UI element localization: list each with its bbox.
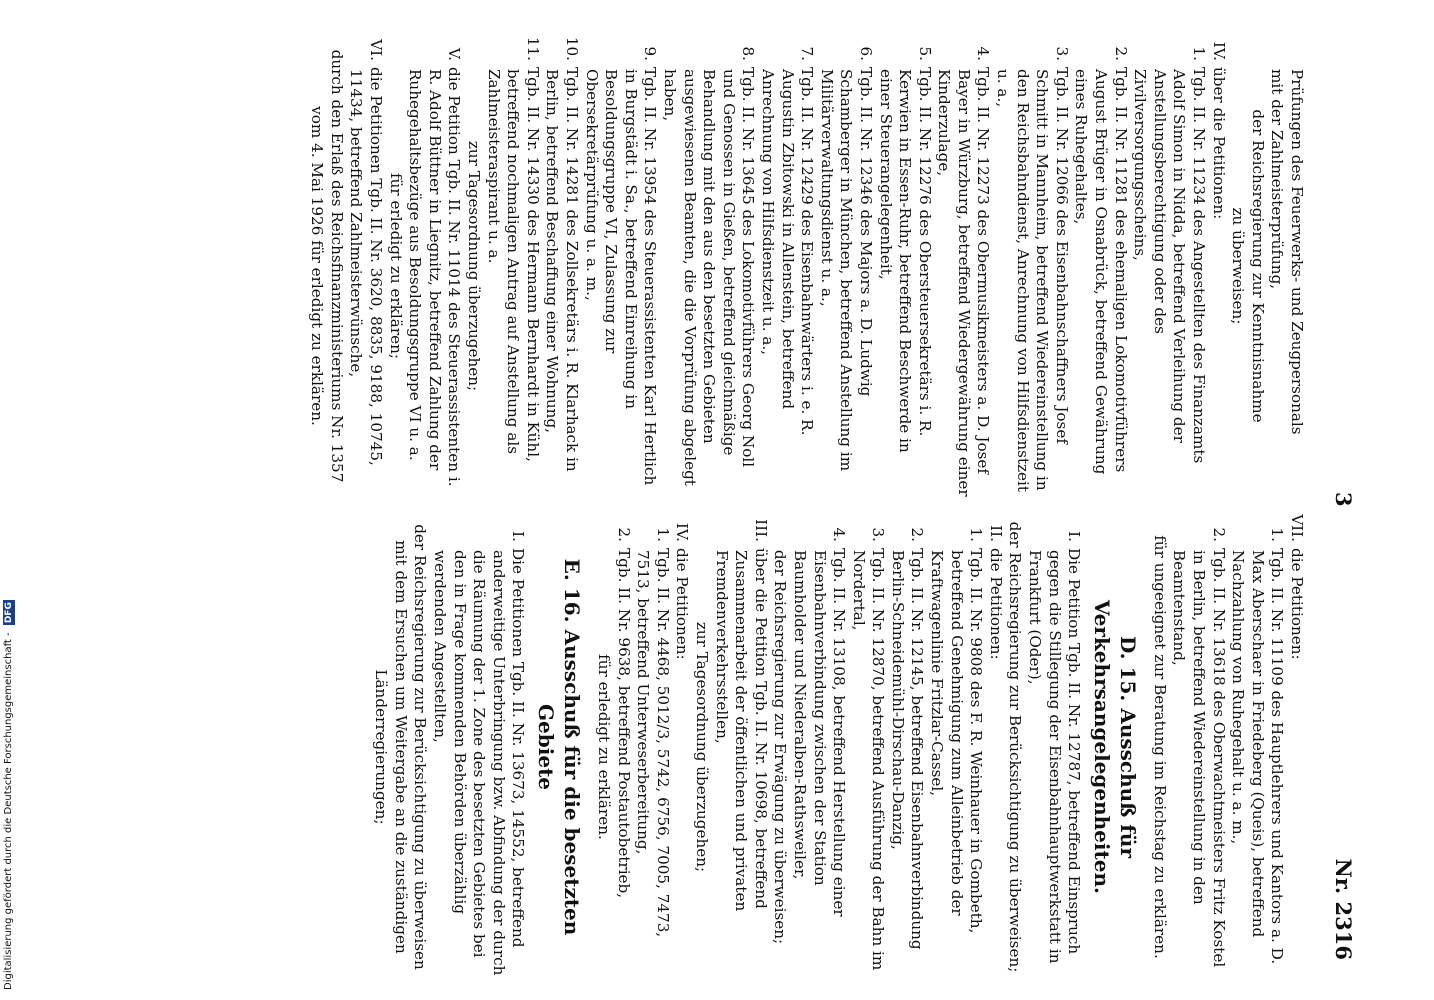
item-number: 9. — [641, 46, 660, 61]
petition-item — [875, 35, 934, 497]
left-column — [307, 35, 1306, 497]
item-number: 3. — [1052, 46, 1071, 61]
item-text: Tgb. II. Nr. 13618 des Oberwachtmeisters Fritz Kostel in Berlin, betreffend Wiedereinstellung in den Beamtenstand, — [1170, 548, 1228, 968]
item-text: Tgb. II. Nr. 12276 des Obersteuersekretärs i. R. Kerwien in Essen-Ruhr, betreffend Beschwerde in einer Steuerangelegenheit, — [876, 67, 934, 453]
petition-item — [659, 35, 757, 497]
item-number: 11. — [523, 36, 542, 61]
petition-item — [789, 516, 848, 978]
resolution-text: der Reichsregierung zur Erwägung zu überweisen; — [771, 549, 790, 945]
item-number: I. — [509, 531, 528, 542]
petition-item — [887, 516, 926, 978]
right-column — [371, 516, 1306, 978]
petition-item — [542, 35, 581, 497]
petition-item — [633, 516, 672, 978]
item-number: 2. — [1209, 527, 1228, 542]
section-heading: D. 15. Ausschuß für Verkehrsangelegenheiten. — [1090, 600, 1141, 894]
petition-item — [993, 35, 1071, 497]
item-text: Tgb. II. Nr. 13954 des Steuerassistenten Karl Hertlich in Burgstädt i. Sa., betreffend Einreihung in Besoldungsgruppe VI, Zulassung zur Obersekretärprüfung u. a. m., — [582, 67, 660, 486]
petition-item — [757, 35, 816, 497]
item-text: über die Petitionen: — [1209, 67, 1228, 220]
section-item — [1024, 516, 1083, 978]
item-number: V. — [445, 47, 464, 61]
resolution-text: zu überweisen; — [1229, 207, 1248, 325]
item-number: 4. — [974, 46, 993, 61]
section-heading: E. 16. Ausschuß für die besetzten Gebiete — [534, 558, 585, 936]
item-number: IV. — [1209, 41, 1228, 61]
resolution-text: für erledigt zu erklären; — [386, 173, 405, 359]
resolution-text: der Reichsregierung zur Berücksichtigung zu überweisen mit dem Ersuchen um Weitergabe an die zuständigen Länderregierungen; — [372, 524, 430, 970]
item-text: Tgb. II. Nr. 11234 des Angestellten des Finanzamts Adolf Simon in Nidda, betreffend Verleihung der Anstellungsberechtigung oder des Zivilversorgungsscheins, — [1131, 67, 1209, 464]
resolution-text: zur Tagesordnung überzugehen; — [465, 140, 484, 392]
resolution-text: für erledigt zu erklären. — [595, 654, 613, 840]
item-text: Tgb. II. Nr. 9808 des F. R. Weinhauer in Gombeth, betreffend Genehmigung zum Alleinbetrieb der Kraftwagenlinie Fritzlar-Cassel, — [928, 548, 986, 934]
item-number: I. — [1065, 531, 1084, 542]
resolution-text: zur Tagesordnung überzugehen; — [692, 621, 711, 873]
item-text: Tgb. II. Nr. 12066 des Eisenbahnschaffners Josef Schmitt in Mannheim, betreffend Wiedereinstellung in den Reichsbahndienst, Anrechnung von Hilfsdienstzeit u. a., — [994, 67, 1071, 493]
item-text: die Petitionen: — [1288, 548, 1306, 660]
section-item — [429, 516, 527, 978]
resolution-text: durch den Erlaß des Reichsfinanzministeriums Nr. 1357 vom 4. Mai 1926 für erledigt zu erklären. — [308, 49, 346, 483]
resolution-text: der Reichsregierung zur Berücksichtigung zu überweisen; — [1006, 521, 1025, 973]
item-text: die Petition Tgb. II. Nr. 11014 des Steuerassistenten i. R. Adolf Büttner in Liegnitz, betreffend Zahlung der Ruhegehaltsbezüge aus Besoldungsgruppe VI u. a. — [406, 67, 464, 487]
petition-item — [816, 35, 875, 497]
petition-item — [1169, 516, 1228, 978]
item-number: II. — [986, 525, 1005, 542]
item-number: 4. — [830, 527, 849, 542]
item-text: die Petitionen Tgb. II. Nr. 3620, 8835, 9188, 10745, 11434, betreffend Zahlmeisterwünsche, — [347, 67, 386, 466]
item-number: 5. — [915, 46, 934, 61]
section-item — [346, 35, 385, 497]
section-item — [985, 516, 1005, 978]
item-number: 6. — [856, 46, 875, 61]
paragraph-text: Prüfungen des Feuerwerks- und Zeugpersonals — [1288, 69, 1306, 435]
section-item — [1286, 516, 1306, 978]
section-item — [711, 516, 770, 978]
item-text: Tgb. II. Nr. 12273 des Obermusikmeisters a. D. Josef Bayer in Würzburg, betreffend Wiedergewährung einer Kinderzulage, — [935, 67, 993, 497]
petition-item — [1228, 516, 1287, 978]
item-text: Tgb. II. Nr. 14330 des Hermann Bernhardt in Kühl, betreffend nochmaligen Antrag auf Anstellung als Zahlmeisteraspirant u. a. — [484, 67, 542, 462]
resolution-text: für ungeeignet zur Beratung im Reichstag zu erklären. — [1150, 535, 1169, 959]
item-number: 3. — [869, 527, 888, 542]
petition-item — [848, 516, 887, 978]
item-text: über die Petition Tgb. II. Nr. 10698, betreffend Zusammenarbeit der öffentlichen und privaten Fremdenverkehrsstellen, — [712, 548, 770, 912]
petition-item — [483, 35, 542, 497]
item-text: Tgb. II. Nr. 11109 des Hauptlehrers und Kantors a. D. Max Aberschaer in Friedeberg (Queis), betreffend Nachzahlung von Ruhegehalt u. a. m., — [1229, 548, 1287, 965]
item-text: Tgb. II. Nr. 12429 des Eisenbahnwärters i. e. R. Augustin Zbitowski in Allenstein, betreffend Anrechnung von Hilfsdienstzeit u. a., — [758, 67, 817, 436]
petition-item — [1071, 35, 1130, 497]
item-number: 1. — [653, 527, 672, 542]
digitization-credit — [0, 0, 18, 1000]
item-text: Tgb. II. Nr. 13108, betreffend Herstellung einer Eisenbahnverbindung zwischen der Station Baumholder und Niederalben-Rathsweiler, — [790, 548, 849, 917]
petition-item — [934, 35, 993, 497]
credit-text: Digitalisierung gefördert durch die Deutsche Forschungsgemeinschaft - — [3, 632, 14, 990]
section-item — [405, 35, 464, 497]
petition-item — [1130, 35, 1208, 497]
issue-number: Nr. 2316 — [1331, 858, 1356, 960]
item-text: Tgb. II. Nr. 4468, 5012/3, 5742, 6756, 7005, 7473, 7513, betreffend Unterweserbereitung, — [634, 548, 672, 938]
item-number: 10. — [563, 36, 582, 61]
resolution-text: der Reichsregierung zur Kenntnisnahme — [1248, 109, 1267, 423]
page-header — [1316, 0, 1356, 1000]
item-text: Tgb. II. Nr. 9638, betreffend Postautobetrieb, — [614, 548, 633, 899]
item-number: 1. — [1268, 527, 1287, 542]
item-number: IV. — [673, 522, 692, 542]
section-item — [672, 516, 692, 978]
petition-item — [613, 516, 633, 978]
item-text: die Petitionen: — [986, 548, 1005, 660]
item-text: Die Petition Tgb. II. Nr. 12787, betreffend Einspruch gegen die Stillegung der Eisenbahnhauptwerkstatt in Frankfurt (Oder), — [1026, 548, 1084, 964]
item-number: 2. — [908, 527, 927, 542]
item-text: Tgb. II. Nr. 14281 des Zollsekretärs i. R. Klarhack in Berlin, betreffend Beschaffung einer Wohnung, — [543, 67, 582, 472]
petition-item — [927, 516, 986, 978]
item-text: Tgb. II. Nr. 12870, betreffend Ausführung der Bahn im Nordertal, — [849, 548, 888, 971]
dfg-logo: DFG — [4, 602, 14, 624]
item-number: VII. — [1288, 514, 1306, 542]
item-number: III. — [751, 519, 770, 542]
item-text: Die Petitionen Tgb. II. Nr. 13673, 14552, betreffend anderweitige Unterbringung bzw. Abfindung der durch die Räumung der 1. Zone des besetzten Gebietes bei den in Frage kommenden Behörden überzählig werdenden Angestellten, — [431, 548, 528, 976]
item-text: Tgb. II. Nr. 13645 des Lokomotivführers Georg Noll und Genossen in Gießen, betreffend gleichmäßige Behandlung mit den aus den besetzten Gebieten ausgewiesenen Beamten, die die Vorprüfung abgelegt haben, — [661, 67, 758, 486]
item-number: VI. — [367, 39, 386, 61]
item-text: die Petitionen: — [673, 548, 692, 660]
item-number: 1. — [967, 527, 986, 542]
paragraph-text: mit der Zahlmeisterprüfung, — [1268, 69, 1287, 290]
item-number: 2. — [1111, 46, 1130, 61]
item-number: 7. — [798, 46, 817, 61]
section-item — [1208, 35, 1228, 497]
item-text: Tgb. II. Nr. 11281 des ehemaligen Lokomotivführers August Brüger in Osnabrück, betreffend Gewährung eines Ruhegehaltes, — [1072, 67, 1130, 475]
item-number: 2. — [614, 527, 633, 542]
item-text: Tgb. II. Nr. 12145, betreffend Eisenbahnverbindung Berlin-Schneidemühl-Dirschau-Danzig, — [888, 548, 927, 950]
petition-item — [581, 35, 659, 497]
item-text: Tgb. II. Nr. 12346 des Majors a. D. Ludwig Schamberger in München, betreffend Anstellung im Militärverwaltungsdienst u. a., — [817, 67, 875, 472]
item-number: 8. — [739, 46, 758, 61]
page-number: 3 — [1331, 492, 1356, 507]
item-number: 1. — [1190, 46, 1209, 61]
